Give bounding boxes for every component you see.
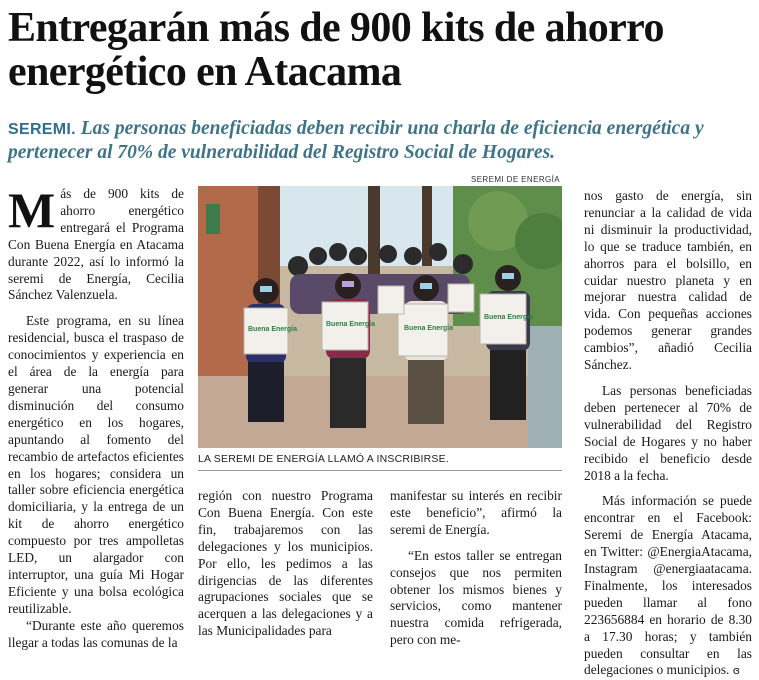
bag-logo-text: Buena Energía: [484, 314, 534, 321]
article-photo: [198, 186, 562, 448]
photo-caption: LA SEREMI DE ENERGÍA LLAMÓ A INSCRIBIRSE.: [198, 453, 449, 465]
article-column-1: [8, 182, 184, 651]
bag-logo-text: Buena Energía: [248, 326, 298, 333]
article-paragraph: nos gasto de energía, sin renunciar a la calidad de vida ni disminuir la productividad, lo que se traduce también, en ahorros para el bolsillo, en cuidar nuestro planeta y en mejorar nuestra calidad de vida. Con pequeñas acciones podemos generar grandes cambios”, añadió Cecilia Sánchez.: [584, 188, 752, 373]
deck-text: Las personas beneficiadas deben recibir una charla de eficiencia energética y pertenecer al 70% de vulnerabilidad del Registro Social de Hogares.: [8, 118, 704, 163]
headline: Entregarán más de 900 kits de ahorro energético en Atacama: [8, 5, 664, 95]
article-column-4: [584, 188, 752, 680]
photo-credit: SEREMI DE ENERGÍA: [470, 175, 560, 184]
end-mark: ɞ: [732, 664, 741, 678]
drop-cap: M: [8, 182, 56, 238]
article-column-3: [390, 488, 562, 649]
bag-logo-text: Buena Energía: [326, 321, 376, 328]
photo-illustration: [198, 186, 562, 448]
article-paragraph: “Durante este año queremos llegar a todas las comunas de la: [8, 617, 184, 650]
lead-paragraph: [8, 182, 184, 304]
deck: [8, 117, 753, 164]
lead-text: ás de 900 kits de ahorro energético entregará el Programa Con Buena Energía en Atacama durante 2022, así lo informó la seremi de Energía, Cecilia Sánchez Valenzuela.: [8, 186, 184, 303]
deck-kicker: SEREMI.: [8, 121, 76, 138]
article-paragraph: Este programa, en su línea residencial, busca el traspaso de conocimientos y experiencia en el área de la energía para generar una potencial disminución del consumo energético en los hogares, apuntando al fomento del recambio de artefactos eficientes en los hogares; considera un taller sobre eficiencia energética domiciliaria, y la entrega de un kit de ahorro energético compuesto por tres ampolletas LED, un alargador con interruptor, una guía Mi Hogar Eficiente y una bolsa ecológica reutilizable.: [8, 313, 184, 616]
caption-rule: [198, 470, 562, 471]
article-paragraph: [584, 493, 752, 680]
article-paragraph: manifestar su interés en recibir este beneficio”, afirmó la seremi de Energía.: [390, 488, 562, 537]
article-paragraph-text: Más información se puede encontrar en el Facebook: Seremi de Energía Atacama, en Twitter: @EnergiaAtacama, Instagram @energiaatacama. Finalmente, los interesados pueden llamar al fono 223656884 en horario de 8.30 a 17.30 horas; y también pueden consultar en las delegaciones o municipios.: [584, 493, 752, 678]
article-paragraph: “En estos taller se entregan consejos que nos permiten obtener los mismos bienes y servicios, como mantener nuestra comida refrigerada, pero con me-: [390, 547, 562, 648]
article-paragraph: Las personas beneficiadas deben pertenecer al 70% de vulnerabilidad del Registro Social de Hogares y no haber recibido el beneficio desde 2018 a la fecha.: [584, 382, 752, 483]
bag-logo-text: Buena Energía: [404, 325, 454, 332]
article-paragraph: región con nuestro Programa Con Buena Energía. Con este fin, trabajaremos con las delegaciones y los municipios. Por ello, les pedimos a las dirigencias de las diferentes agrupaciones sociales que se acerquen a las delegaciones y a las Municipalidades para: [198, 488, 373, 639]
article-column-2: [198, 488, 373, 640]
